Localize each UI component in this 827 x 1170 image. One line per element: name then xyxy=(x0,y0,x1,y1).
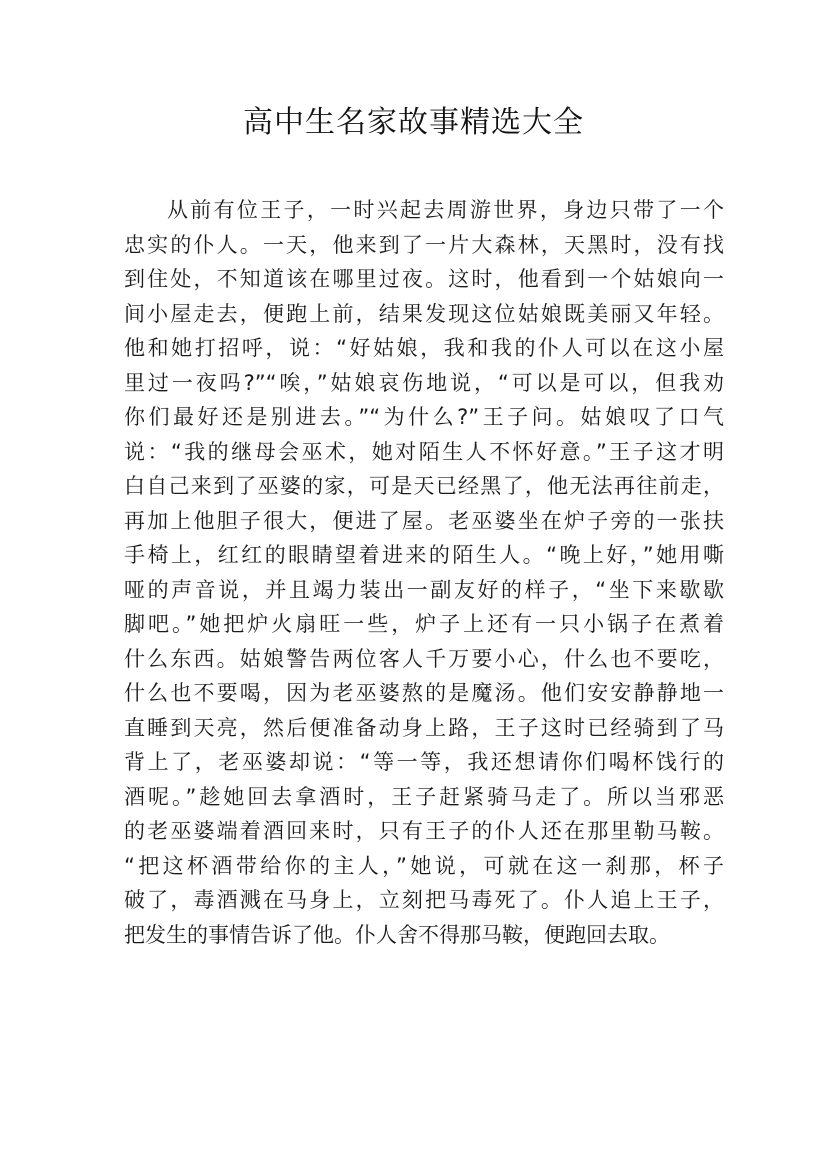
text-line: 脚吧。”她把炉火扇旺一些，炉子上还有一只小锅子在煮着 xyxy=(124,612,724,636)
text-line: 手椅上，红红的眼睛望着进来的陌生人。“晚上好，”她用嘶 xyxy=(124,543,724,567)
text-line: 把发生的事情告诉了他。仆人舍不得那马鞍，便跑回去取。 xyxy=(124,922,670,947)
text-line: 直睡到天亮，然后便准备动身上路，王子这时已经骑到了马 xyxy=(124,715,724,740)
text-line: 到住处，不知道该在哪里过夜。这时，他看到一个姑娘向一 xyxy=(124,267,724,291)
text-line: 从前有位王子，一时兴起去周游世界，身边只带了一个 xyxy=(167,198,724,222)
text-line: 你们最好还是别进去。”“为什么?”王子问。姑娘叹了口气 xyxy=(124,405,724,429)
text-line: 白自己来到了巫婆的家，可是天已经黑了，他无法再往前走， xyxy=(124,474,724,498)
text-line: 什么也不要喝，因为老巫婆熬的是魔汤。他们安安静静地一 xyxy=(124,681,724,705)
text-line: 哑的声音说，并且竭力装出一副友好的样子，“坐下来歇歇 xyxy=(124,577,724,602)
text-line: 酒呢。”趁她回去拿酒时，王子赶紧骑马走了。所以当邪恶 xyxy=(124,784,724,809)
text-line: 破了，毒酒溅在马身上，立刻把马毒死了。仆人追上王子， xyxy=(124,888,724,912)
text-line: “把这杯酒带给你的主人，”她说，可就在这一刹那，杯子 xyxy=(124,853,724,878)
story-paragraph xyxy=(124,193,724,952)
text-line: 什么东西。姑娘警告两位客人千万要小心，什么也不要吃， xyxy=(124,646,724,671)
text-line: 里过一夜吗?”“唉，”姑娘哀伤地说，“可以是可以，但我劝 xyxy=(124,370,724,395)
text-line: 背上了，老巫婆却说：“等一等，我还想请你们喝杯饯行的 xyxy=(124,750,724,774)
text-line: 间小屋走去，便跑上前，结果发现这位姑娘既美丽又年轻。 xyxy=(124,301,724,326)
text-line: 忠实的仆人。一天，他来到了一片大森林，天黑时，没有找 xyxy=(124,232,724,257)
text-line: 的老巫婆端着酒回来时，只有王子的仆人还在那里勒马鞍。 xyxy=(124,819,724,843)
text-line: 说：“我的继母会巫术，她对陌生人不怀好意。”王子这才明 xyxy=(124,439,724,464)
text-line: 他和她打招呼，说：“好姑娘，我和我的仆人可以在这小屋 xyxy=(124,336,724,360)
document-title: 高中生名家故事精选大全 xyxy=(243,105,584,140)
text-line: 再加上他胆子很大，便进了屋。老巫婆坐在炉子旁的一张扶 xyxy=(124,508,724,533)
